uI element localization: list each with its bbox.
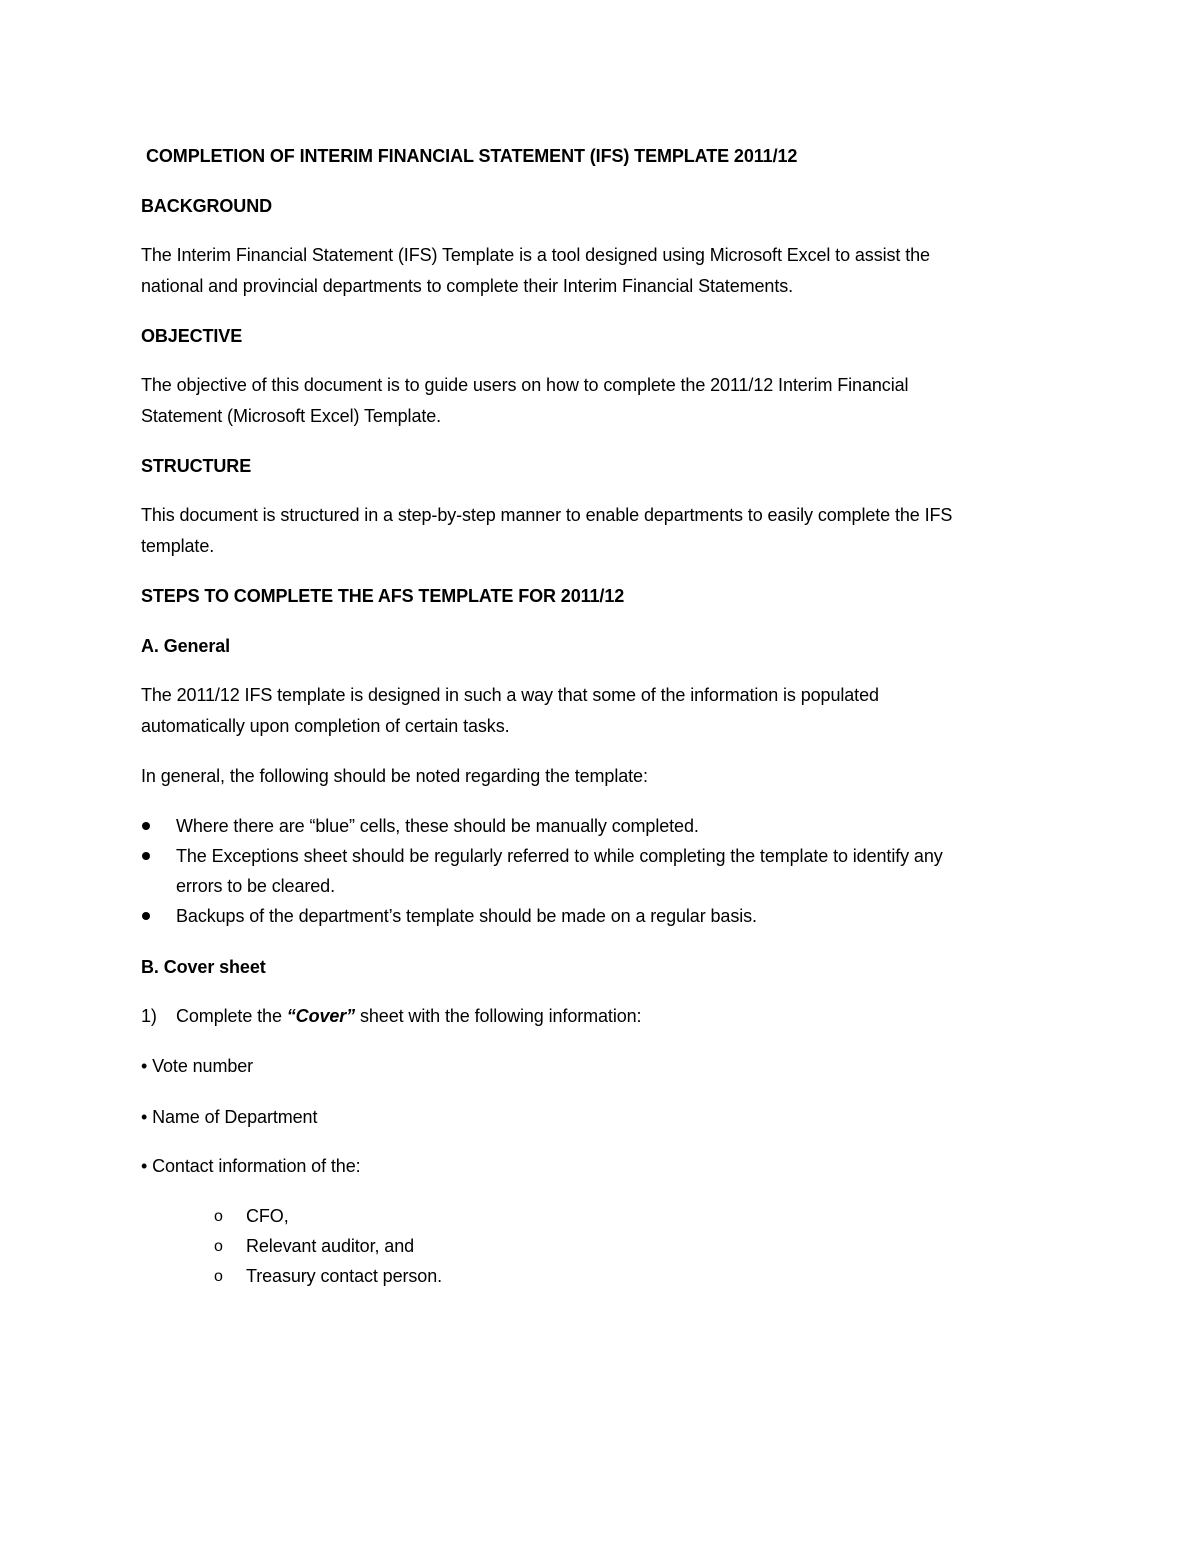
cover-sheet-heading: B. Cover sheet (141, 957, 266, 977)
bullet-dot-icon (142, 852, 150, 860)
structure-paragraph-line-1: This document is structured in a step-by-step manner to enable departments to easily complete the IFS (141, 505, 953, 525)
steps-heading: STEPS TO COMPLETE THE AFS TEMPLATE FOR 2011/12 (141, 586, 625, 606)
sub-bullet-marker: o (214, 1238, 223, 1255)
general-heading: A. General (141, 636, 231, 656)
structure-heading: STRUCTURE (141, 456, 252, 476)
objective-paragraph-line-1: The objective of this document is to guide users on how to complete the 2011/12 Interim Financial (141, 375, 909, 395)
objective-heading: OBJECTIVE (141, 326, 243, 346)
general-bullet-3: Backups of the department’s template should be made on a regular basis. (176, 906, 757, 926)
objective-paragraph-line-2: Statement (Microsoft Excel) Template. (141, 406, 442, 426)
sub-item-treasury-contact: Treasury contact person. (246, 1266, 443, 1286)
general-paragraph-line-2: automatically upon completion of certain tasks. (141, 716, 510, 736)
cover-item-department-name: • Name of Department (141, 1107, 318, 1127)
background-paragraph-line-1: The Interim Financial Statement (IFS) Template is a tool designed using Microsoft Excel to assist the (141, 245, 930, 265)
sub-item-cfo: CFO, (246, 1206, 289, 1226)
cover-item-contact-info: • Contact information of the: (141, 1156, 361, 1176)
cover-item-vote-number: • Vote number (141, 1056, 254, 1076)
background-paragraph-line-2: national and provincial departments to complete their Interim Financial Statements. (141, 276, 794, 296)
cover-step-emphasis: “Cover” (286, 1006, 356, 1026)
general-bullet-2-continuation: errors to be cleared. (176, 876, 335, 896)
document-title: COMPLETION OF INTERIM FINANCIAL STATEMENT (IFS) TEMPLATE 2011/12 (146, 146, 798, 166)
bullet-dot-icon (142, 912, 150, 920)
sub-item-auditor: Relevant auditor, and (246, 1236, 415, 1256)
general-bullet-2: The Exceptions sheet should be regularly referred to while completing the template to identify any (176, 846, 943, 866)
bullet-dot-icon (142, 822, 150, 830)
sub-bullet-marker: o (214, 1268, 223, 1285)
background-heading: BACKGROUND (141, 196, 272, 216)
step-number: 1) (141, 1006, 157, 1026)
general-bullet-1: Where there are “blue” cells, these should be manually completed. (176, 816, 699, 836)
cover-step-text-after: sheet with the following information: (355, 1006, 642, 1026)
sub-bullet-marker: o (214, 1208, 223, 1225)
structure-paragraph-line-2: template. (141, 536, 215, 556)
general-intro: In general, the following should be noted regarding the template: (141, 766, 648, 786)
cover-step-text-before: Complete the (176, 1006, 287, 1026)
general-paragraph-line-1: The 2011/12 IFS template is designed in such a way that some of the information is populated (141, 685, 879, 705)
cover-step-text (176, 1005, 641, 1027)
